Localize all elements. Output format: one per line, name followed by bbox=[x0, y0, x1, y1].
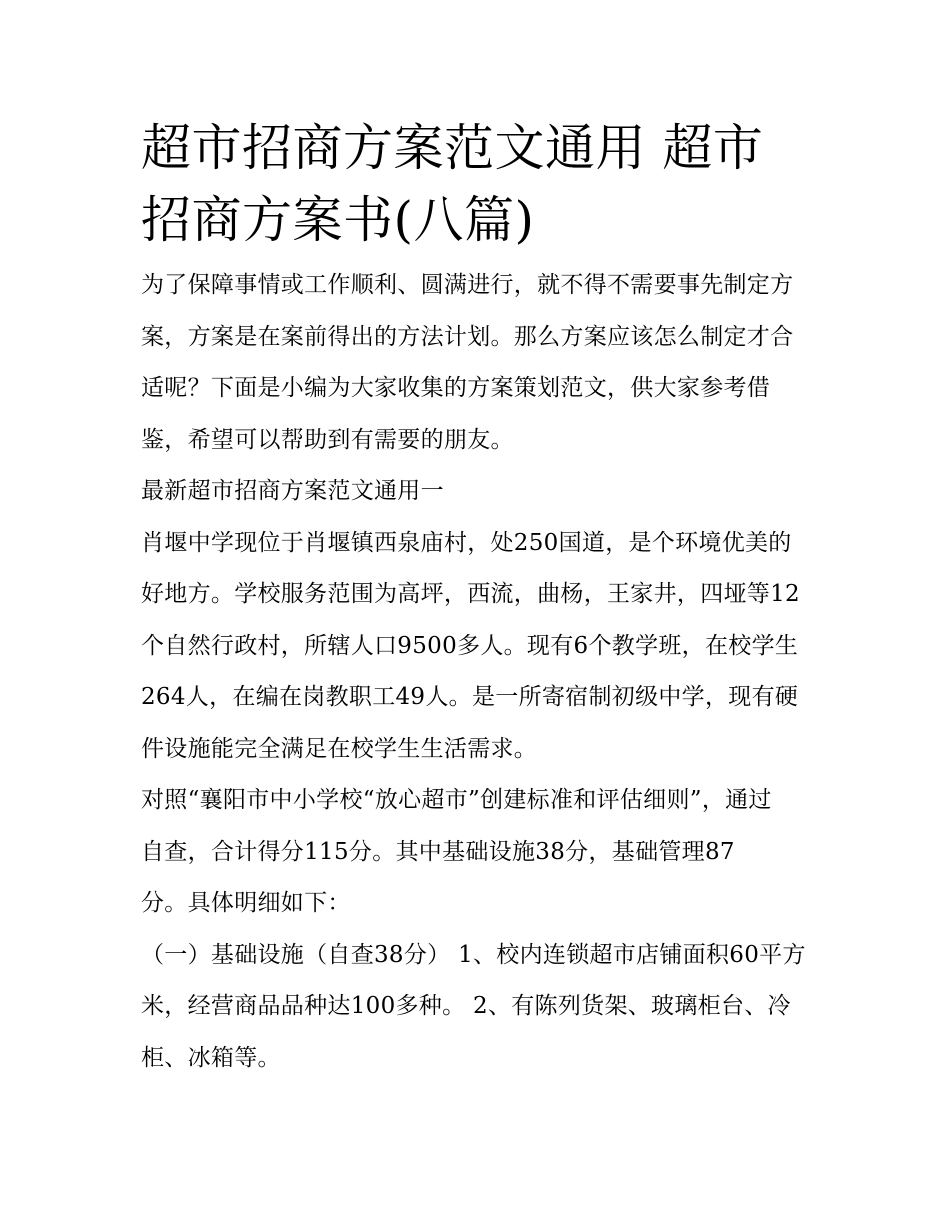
self-check-line-1: 对照“襄阳市中小学校“放心超市”创建标准和评估细则”，通过 bbox=[141, 787, 772, 813]
intro-paragraph: 为了保障事情或工作顺利、圆满进行，就不得不需要事先制定方案，方案是在案前得出的方法计划。那么方案应该怎么制定才合适呢？下面是小编为大家收集的方案策划范文，供大家参考借鉴，希望可以帮助到有需要的朋友。 bbox=[141, 272, 794, 453]
self-check-line-2: 自查，合计得分115分。其中基础设施38分，基础管理87 bbox=[141, 838, 735, 865]
self-check-line-3: 分。具体明细如下： bbox=[141, 890, 351, 916]
document-page bbox=[141, 112, 813, 1084]
facilities-paragraph: （一）基础设施（自查38分） 1、校内连锁超市店铺面积60平方米，经营商品品种达100多种。 2、有陈列货架、玻璃柜台、冷柜、冰箱等。 bbox=[141, 941, 806, 1071]
self-check-paragraph bbox=[141, 775, 813, 930]
section-heading: 最新超市招商方案范文通用一 bbox=[141, 478, 444, 504]
school-paragraph: 肖堰中学现位于肖堰镇西泉庙村，处250国道，是个环境优美的好地方。学校服务范围为高坪，西流，曲杨，王家井，四垭等12个自然行政村，所辖人口9500多人。现有6个教学班，在校学生264人，在编在岗教职工49人。是一所寄宿制初级中学，现有硬件设施能完全满足在校学生生活需求。 bbox=[141, 529, 800, 762]
document-title: 超市招商方案范文通用 超市招商方案书(八篇) bbox=[141, 119, 764, 249]
